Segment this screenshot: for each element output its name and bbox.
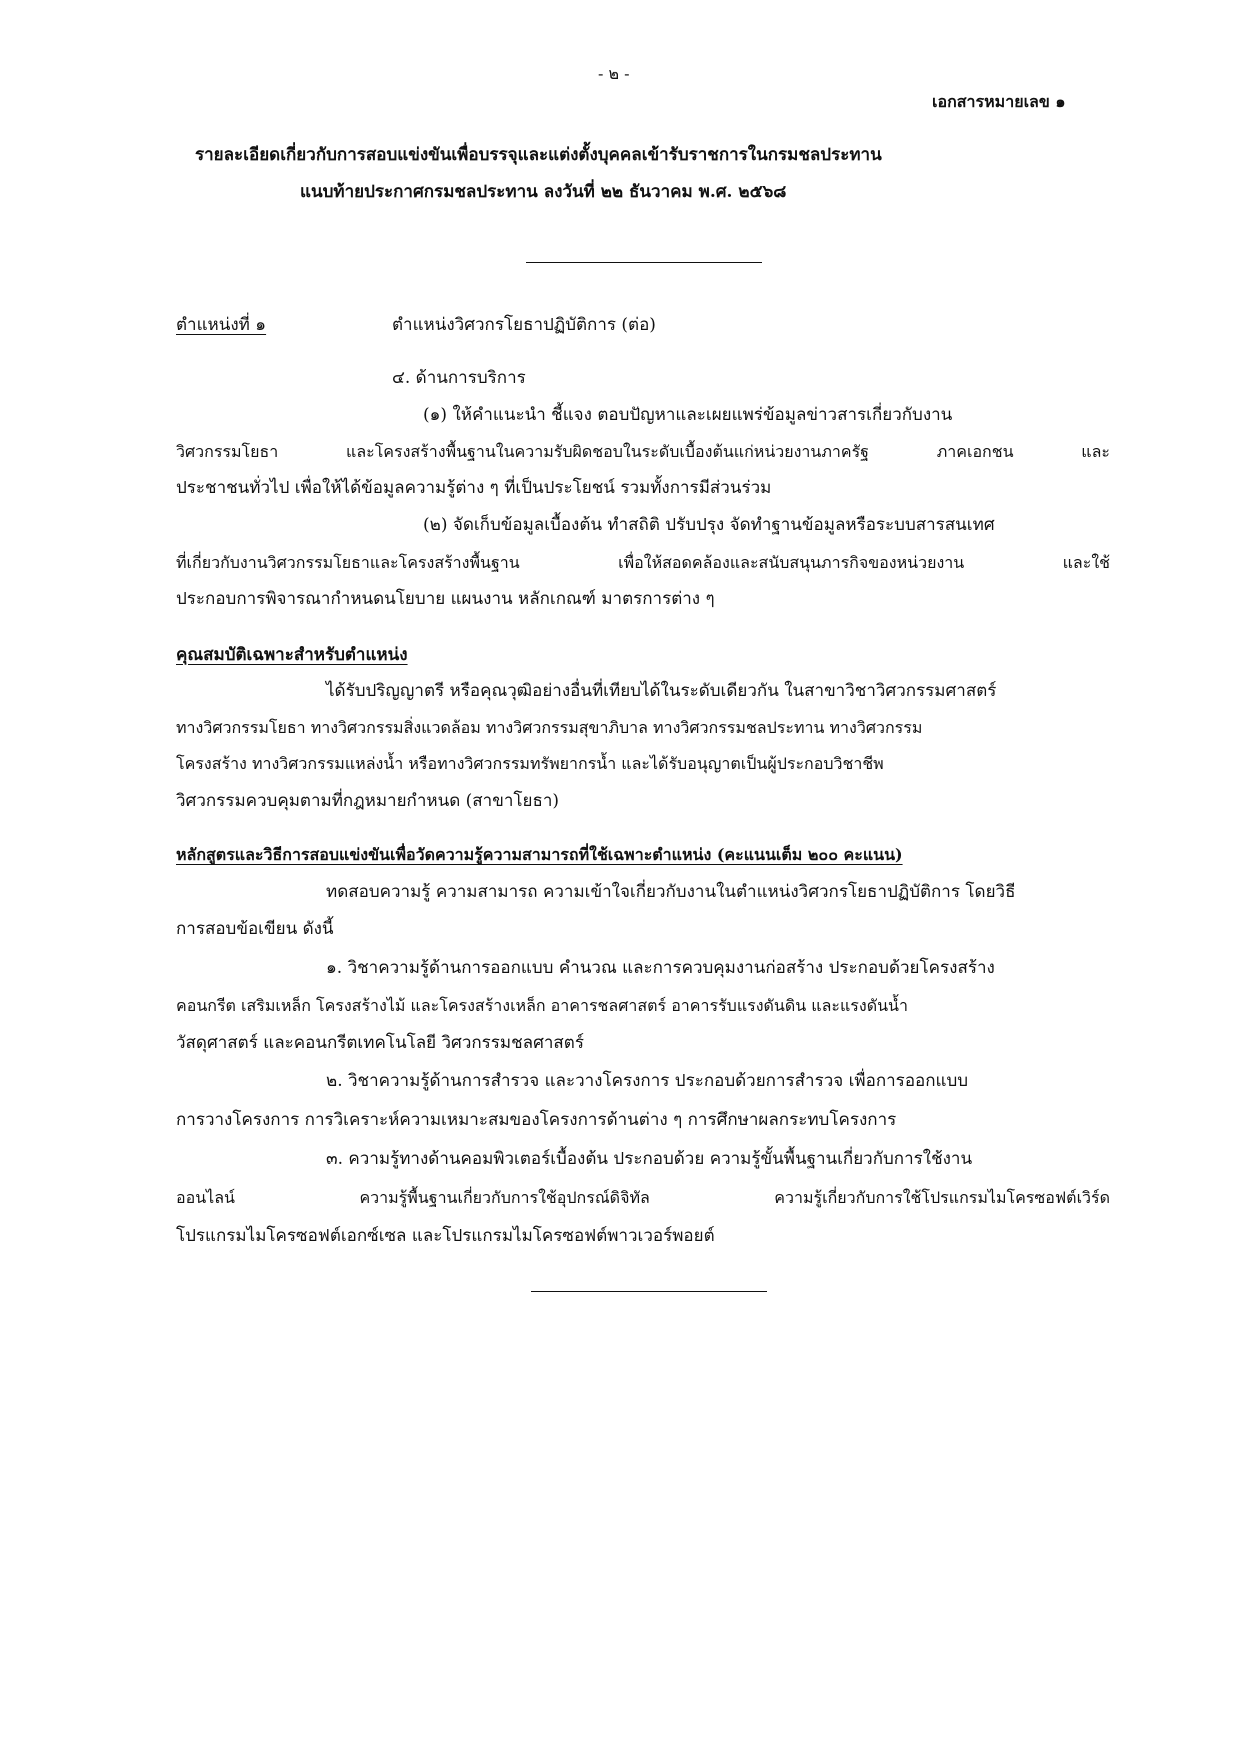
subject-1-line-3: วัสดุศาสตร์ และคอนกรีตเทคโนโลยี วิศวกรรมชลศาสตร์ (176, 1033, 584, 1053)
qualifications-line-3: โครงสร้าง ทางวิศวกรรมแหล่งน้ำ หรือทางวิศวกรรมทรัพยากรน้ำ และได้รับอนุญาตเป็นผู้ประกอบวิชาชีพ (176, 754, 884, 773)
qualifications-line-2: ทางวิศวกรรมโยธา ทางวิศวกรรมสิ่งแวดล้อม ทางวิศวกรรมสุขาภิบาล ทางวิศวกรรมชลประทาน ทางวิศวกรรม (176, 718, 923, 737)
position-name: ตำแหน่งวิศวกรโยธาปฏิบัติการ (ต่อ) (392, 315, 656, 335)
end-divider (531, 1291, 767, 1292)
service-item-2-line-3: ประกอบการพิจารณากำหนดนโยบาย แผนงาน หลักเกณฑ์ มาตรการต่าง ๆ (176, 589, 715, 609)
subject-2-line-2: การวางโครงการ การวิเคราะห์ความเหมาะสมของโครงการด้านต่าง ๆ การศึกษาผลกระทบโครงการ (176, 1110, 897, 1130)
service-item-1-line-1: (๑) ให้คำแนะนำ ชี้แจง ตอบปัญหาและเผยแพร่ข้อมูลข่าวสารเกี่ยวกับงาน (423, 405, 953, 425)
service-item-1-line-3: ประชาชนทั่วไป เพื่อให้ได้ข้อมูลความรู้ต่าง ๆ ที่เป็นประโยชน์ รวมทั้งการมีส่วนร่วม (176, 478, 772, 498)
subject-3-line-1: ๓. ความรู้ทางด้านคอมพิวเตอร์เบื้องต้น ประกอบด้วย ความรู้ขั้นพื้นฐานเกี่ยวกับการใช้งาน (326, 1149, 973, 1169)
page-number: - ๒ - (598, 64, 630, 83)
document-title-line-2: แนบท้ายประกาศกรมชลประทาน ลงวันที่ ๒๒ ธันวาคม พ.ศ. ๒๕๖๘ (300, 182, 787, 202)
subject-3-line-2: ออนไลน์ ความรู้พื้นฐานเกี่ยวกับการใช้อุปกรณ์ดิจิทัล ความรู้เกี่ยวกับการใช้โปรแกรมไมโครซอฟต์เวิร์ด (176, 1188, 1110, 1207)
document-reference: เอกสารหมายเลข ๑ (932, 92, 1066, 111)
subject-3-line-3: โปรแกรมไมโครซอฟต์เอกซ์เซล และโปรแกรมไมโครซอฟต์พาวเวอร์พอยต์ (176, 1226, 715, 1246)
curriculum-heading: หลักสูตรและวิธีการสอบแข่งขันเพื่อวัดความรู้ความสามารถที่ใช้เฉพาะตำแหน่ง (คะแนนเต็ม ๒๐๐ คะแนน) (176, 845, 903, 864)
subject-2-line-1: ๒. วิชาความรู้ด้านการสำรวจ และวางโครงการ ประกอบด้วยการสำรวจ เพื่อการออกแบบ (326, 1071, 969, 1091)
service-item-1-line-2: วิศวกรรมโยธา และโครงสร้างพื้นฐานในความรับผิดชอบในระดับเบื้องต้นแก่หน่วยงานภาครัฐ ภาคเอกชน และ (176, 442, 1110, 461)
service-heading: ๔. ด้านการบริการ (392, 368, 526, 388)
position-label: ตำแหน่งที่ ๑ (176, 315, 267, 335)
document-title-line-1: รายละเอียดเกี่ยวกับการสอบแข่งขันเพื่อบรรจุและแต่งตั้งบุคคลเข้ารับราชการในกรมชลประทาน (195, 145, 882, 165)
qualifications-heading: คุณสมบัติเฉพาะสำหรับตำแหน่ง (176, 645, 408, 665)
subject-1-line-1: ๑. วิชาความรู้ด้านการออกแบบ คำนวณ และการควบคุมงานก่อสร้าง ประกอบด้วยโครงสร้าง (326, 958, 995, 978)
service-item-2-line-1: (๒) จัดเก็บข้อมูลเบื้องต้น ทำสถิติ ปรับปรุง จัดทำฐานข้อมูลหรือระบบสารสนเทศ (423, 515, 995, 535)
curriculum-intro-line-1: ทดสอบความรู้ ความสามารถ ความเข้าใจเกี่ยวกับงานในตำแหน่งวิศวกรโยธาปฏิบัติการ โดยวิธี (326, 882, 1016, 902)
qualifications-line-1: ได้รับปริญญาตรี หรือคุณวุฒิอย่างอื่นที่เทียบได้ในระดับเดียวกัน ในสาขาวิชาวิศวกรรมศาสตร์ (326, 681, 997, 701)
qualifications-line-4: วิศวกรรมควบคุมตามที่กฎหมายกำหนด (สาขาโยธา) (176, 791, 560, 811)
title-divider (526, 262, 762, 263)
subject-1-line-2: คอนกรีต เสริมเหล็ก โครงสร้างไม้ และโครงสร้างเหล็ก อาคารชลศาสตร์ อาคารรับแรงดันดิน และแรงดันน้ำ (176, 996, 908, 1015)
service-item-2-line-2: ที่เกี่ยวกับงานวิศวกรรมโยธาและโครงสร้างพื้นฐาน เพื่อให้สอดคล้องและสนับสนุนภารกิจของหน่วยงาน และใช้ (176, 553, 1110, 572)
curriculum-intro-line-2: การสอบข้อเขียน ดังนี้ (176, 919, 334, 939)
